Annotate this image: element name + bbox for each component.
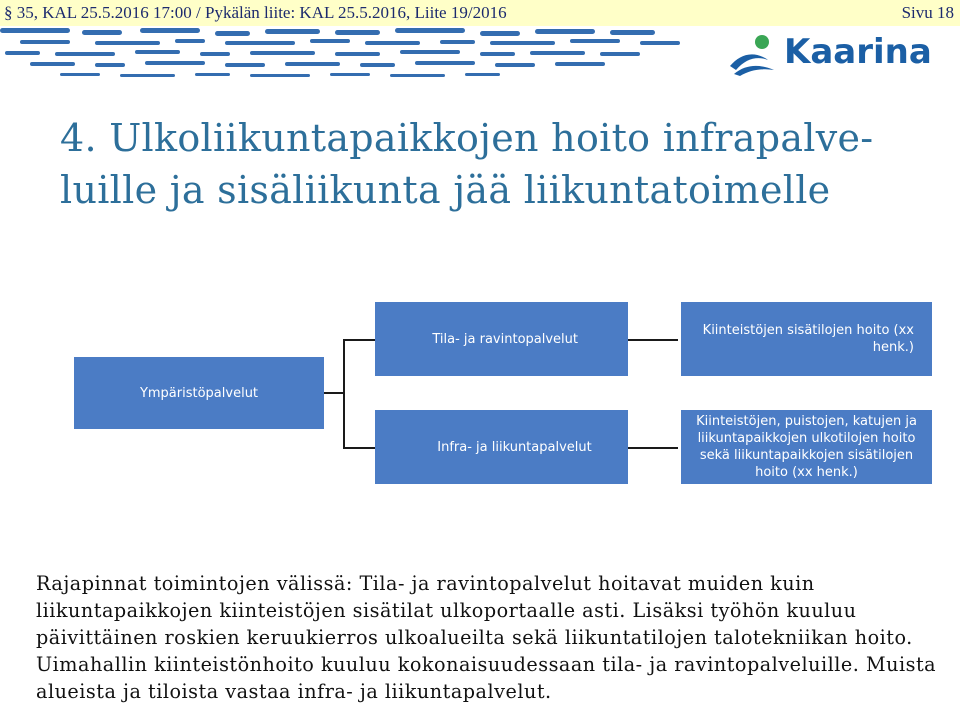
org-detail-infra [681,410,932,484]
connector-root-to-bracket [324,392,344,394]
decorative-wave-pattern [0,26,700,86]
kaarina-logo [728,26,948,86]
connector-to-infra [343,447,375,449]
body-paragraph: Rajapinnat toimintojen välissä: Tila- ja ravintopalvelut hoitavat muiden kuin liikuntapaikkojen kiinteistöjen sisätilat ulkoportaalle asti. Lisäksi työhön kuuluu päivittäinen roskien keruukierros ulkoalueilta sekä liikuntatilojen talotekniikan hoito. Uimahallin kiinteistönhoito kuuluu kokonaisuudessaan tila- ja ravintopalveluille. Muista alueista ja tiloista vastaa infra- ja liikuntapalvelut. [36,572,937,703]
page-number: Sivu 18 [901,3,954,22]
page-header [0,0,960,26]
connector-infra-to-detail [628,447,678,449]
org-root-label: Ympäristöpalvelut [139,385,259,401]
header-reference: § 35, KAL 25.5.2016 17:00 / Pykälän liite: KAL 25.5.2016, Liite 19/2016 [4,3,507,22]
org-detail-tila-text: Kiinteistöjen sisätilojen hoito (xx henk.) [702,323,914,355]
org-detail-tila [681,302,932,376]
org-node-infra-liikuntapalvelut [375,410,628,484]
page-title [60,112,940,216]
logo-text: Kaarina [784,32,932,72]
logo-mark-icon [728,30,782,78]
org-node-tila-ravintopalvelut [375,302,628,376]
connector-to-tila [343,339,375,341]
org-node-tila-label: Tila- ja ravintopalvelut [432,331,578,347]
connector-tila-to-detail [628,339,678,341]
page-title-line-1: 4. Ulkoliikuntapaikkojen hoito infrapalve- [60,116,874,160]
page-title-line-2: luille ja sisäliikunta jää liikuntatoimelle [60,168,831,212]
connector-bracket-vertical [343,339,345,449]
org-detail-infra-text: Kiinteistöjen, puistojen, katujen ja liikuntapaikkojen ulkotilojen hoito sekä liikuntapaikkojen sisätilojen hoito (xx henk.) [696,414,917,480]
org-node-infra-label: Infra- ja liikuntapalvelut [437,439,592,455]
org-root-ymparistopalvelut [74,357,324,429]
